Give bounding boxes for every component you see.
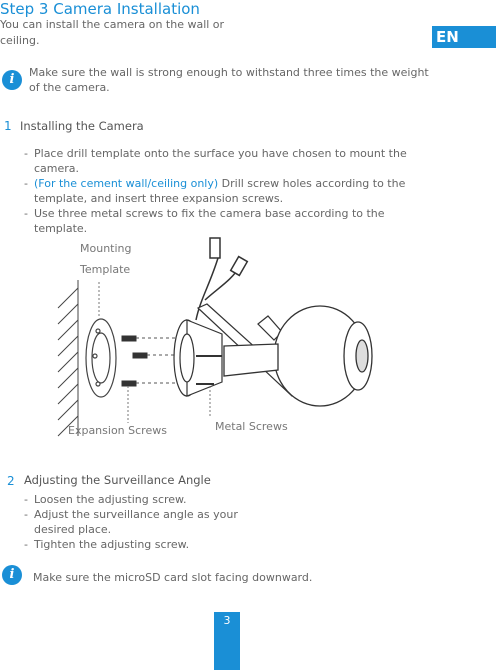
list-item: - Tighten the adjusting screw.: [24, 538, 190, 551]
camera-body-icon: [224, 306, 372, 406]
list-item: - Use three metal screws to fix the camera base according to the template.: [24, 207, 385, 235]
list-item: - (For the cement wall/ceiling only) Drill screw holes according to the template, and insert three expansion screws.: [24, 177, 406, 205]
language-tab: EN: [432, 26, 496, 48]
installation-diagram: [0, 236, 400, 446]
expansion-screws-icon: [122, 336, 147, 386]
section-number-2: 2: [7, 474, 15, 488]
list-item: - Loosen the adjusting screw.: [24, 493, 187, 506]
intro-text: You can install the camera on the wall or ceiling.: [0, 18, 225, 47]
list-item: - Place drill template onto the surface you have chosen to mount the camera.: [24, 147, 407, 175]
page-number: 3: [223, 614, 231, 627]
page-title: Step 3 Camera Installation: [0, 0, 200, 18]
section-title-adjusting: Adjusting the Surveillance Angle: [24, 473, 211, 487]
install-steps-list: [24, 146, 429, 236]
label-mounting: Mounting: [80, 242, 132, 255]
section-title-installing: Installing the Camera: [20, 119, 144, 133]
label-expansion-screws: Expansion Screws: [68, 424, 167, 437]
label-template: Template: [80, 263, 131, 276]
adjust-steps-list: [24, 492, 264, 552]
sd-card-note: Make sure the microSD card slot facing downward.: [33, 571, 313, 584]
section-number-1: 1: [4, 119, 12, 133]
list-item: - Adjust the surveillance angle as your desired place.: [24, 508, 238, 536]
wall-strength-note: Make sure the wall is strong enough to withstand three times the weight of the camera.: [29, 66, 429, 94]
mounting-template-icon: [86, 319, 116, 397]
label-metal-screws: Metal Screws: [215, 420, 288, 433]
wall-icon: [58, 280, 78, 436]
highlight-text: (For the cement wall/ceiling only): [34, 177, 219, 190]
info-icon: i: [2, 70, 22, 90]
info-icon: i: [2, 565, 22, 585]
